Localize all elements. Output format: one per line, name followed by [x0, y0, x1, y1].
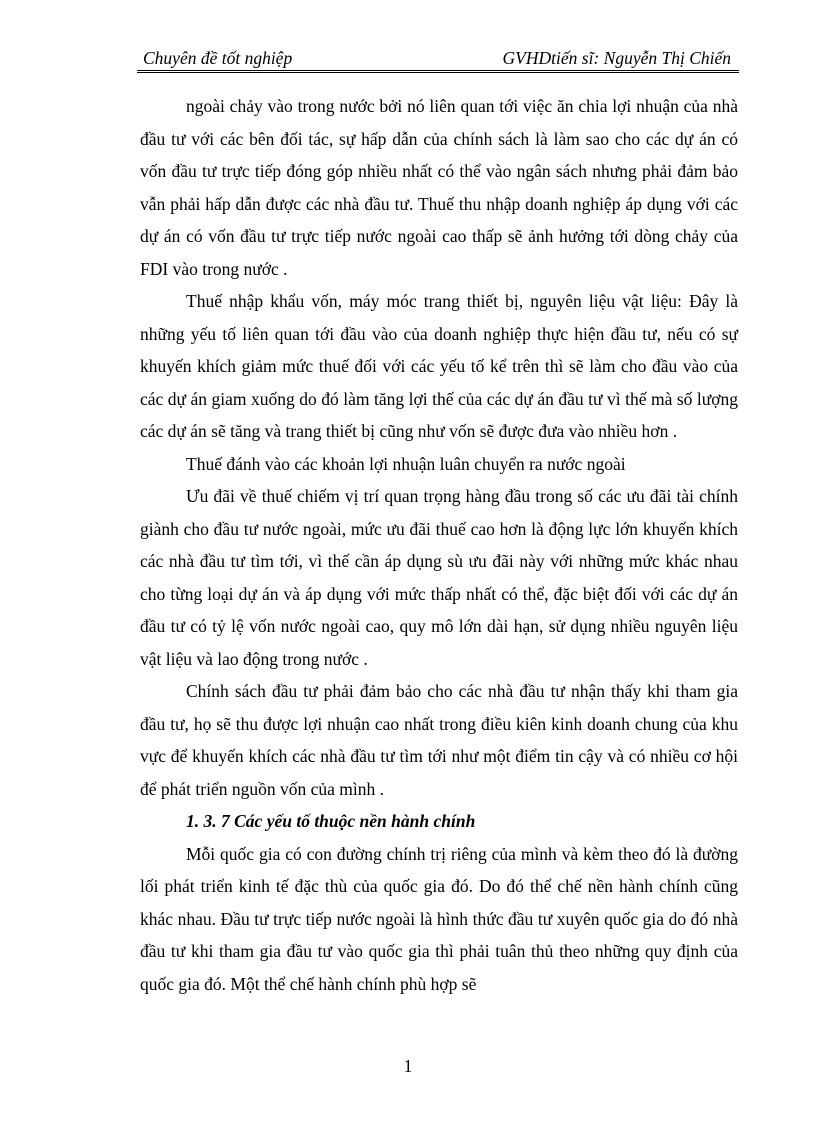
page-header	[137, 44, 739, 73]
header-title: Chuyên đề tốt nghiệp	[143, 48, 293, 68]
paragraph-2: Thuế nhập khẩu vốn, máy móc trang thiết bị, nguyên liệu vật liệu: Đây là những yếu tố liên quan tới đầu vào của doanh nghiệp thực hiện đầu tư, nếu có sự khuyến khích giảm mức thuế đối với các yếu tố kể trên thì sẽ làm cho đầu vào của các dự án giam xuống do đó làm tăng lợi thế của các dự án đầu tư vì thế mà số lượng các dự án sẽ tăng và trang thiết bị cũng như vốn sẽ được đưa vào nhiều hơn .	[140, 291, 738, 441]
paragraph-4: Ưu đãi về thuế chiếm vị trí quan trọng hàng đầu trong số các ưu đãi tài chính giành cho đầu tư nước ngoài, mức ưu đãi thuế cao hơn là động lực lớn khuyến khích các nhà đầu tư tìm tới, vì thế cần áp dụng sù ưu đãi này với những mức khác nhau cho từng loại dự án và áp dụng với mức thấp nhất có thể, đặc biệt đối với các dự án đầu tư có tỷ lệ vốn nước ngoài cao, quy mô lớn dài hạn, sử dụng nhiều nguyên liệu vật liệu và lao động trong nước .	[140, 486, 738, 669]
page-number: 1	[403, 1056, 413, 1076]
paragraph-1: ngoài chảy vào trong nước bởi nó liên quan tới việc ăn chia lợi nhuận của nhà đầu tư với các bên đối tác, sự hấp dẫn của chính sách là làm sao cho các dự án có vốn đầu tư trực tiếp đóng góp nhiều nhất có thể vào ngân sách nhưng phải đảm bảo vẫn phải hấp dẫn được các nhà đầu tư. Thuế thu nhập doanh nghiệp áp dụng với các dự án có vốn đầu tư trực tiếp nước ngoài cao thấp sẽ ảnh hưởng tới dòng chảy của FDI vào trong nước .	[140, 96, 738, 279]
section-heading: 1. 3. 7 Các yếu tố thuộc nền hành chính	[186, 811, 476, 831]
header-supervisor: GVHDtiến sĩ: Nguyễn Thị Chiến	[502, 48, 731, 68]
paragraph-3: Thuế đánh vào các khoản lợi nhuận luân chuyển ra nước ngoài	[186, 453, 626, 474]
paragraph-6: Mỗi quốc gia có con đường chính trị riêng của mình và kèm theo đó là đường lối phát triển kinh tế đặc thù của quốc gia đó. Do đó thể chế nền hành chính cũng khác nhau. Đầu tư trực tiếp nước ngoài là hình thức đầu tư xuyên quốc gia do đó nhà đầu tư khi tham gia đầu tư vào quốc gia thì phải tuân thủ theo những quy định của quốc gia đó. Một thể chế hành chính phù hợp sẽ	[140, 843, 738, 994]
paragraph-5: Chính sách đầu tư phải đảm bảo cho các nhà đầu tư nhận thấy khi tham gia đầu tư, họ sẽ thu được lợi nhuận cao nhất trong điều kiên kinh doanh chung của khu vực để khuyến khích các nhà đầu tư tìm tới như một điểm tin cậy và có nhiều cơ hội để phát triển nguồn vốn của mình .	[140, 681, 738, 799]
document-body	[140, 90, 738, 1000]
